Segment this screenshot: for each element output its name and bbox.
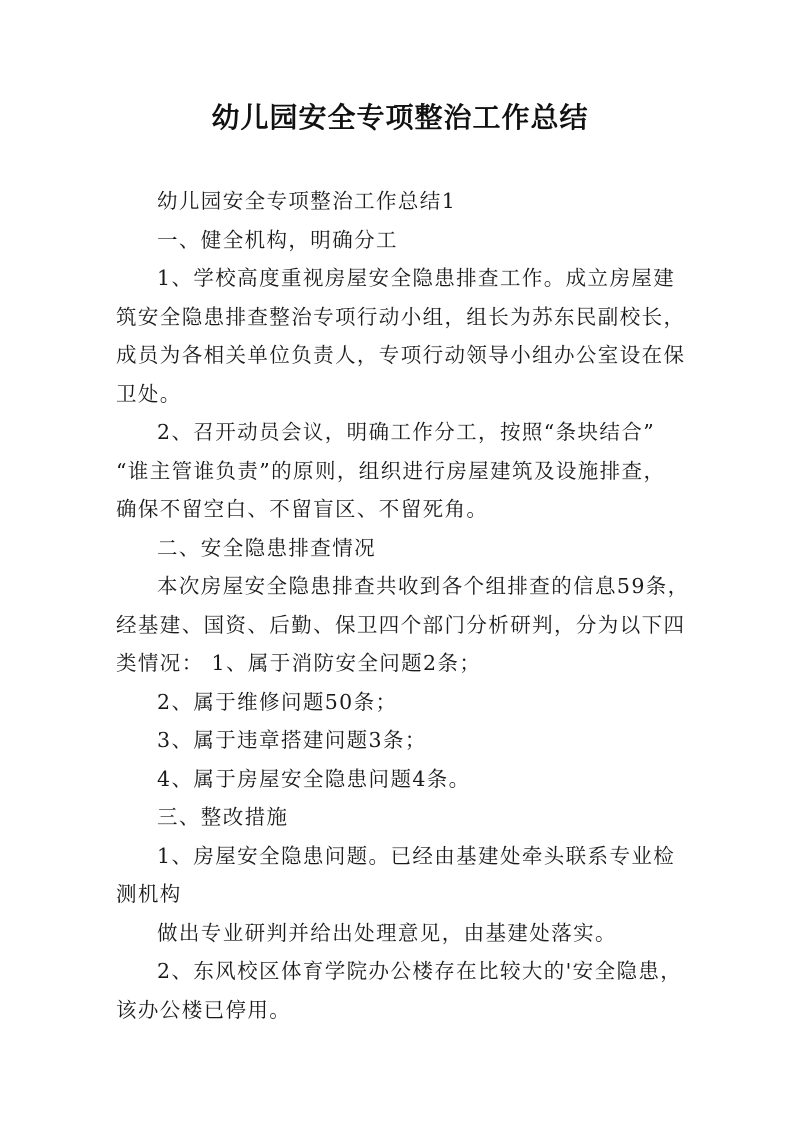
paragraph-line: “谁主管谁负责”的原则，组织进行房屋建筑及设施排查， [116, 458, 666, 483]
paragraph-section-heading [116, 798, 696, 837]
paragraph-list-item [116, 721, 696, 760]
paragraph-line: 1、学校高度重视房屋安全隐患排查工作。成立房屋建 [157, 266, 676, 290]
paragraph [116, 952, 696, 1029]
paragraph-line: 幼儿园安全专项整治工作总结1 [157, 189, 457, 213]
paragraph-line: 确保不留空白、不留盲区、不留死角。 [116, 497, 489, 521]
paragraph-line: 经基建、国资、后勤、保卫四个部门分析研判，分为以下四 [116, 612, 686, 637]
paragraph [116, 259, 696, 413]
paragraph-line: 4、属于房屋安全隐患问题4条。 [157, 766, 471, 791]
paragraph [116, 837, 696, 914]
paragraph-list-item [116, 683, 696, 722]
paragraph-line: 二、安全隐患排查情况 [157, 535, 376, 560]
paragraph-line: 做出专业研判并给出处理意见，由基建处落实。 [157, 920, 617, 945]
document-title: 幼儿园安全专项整治工作总结 [211, 101, 589, 134]
paragraph [116, 914, 696, 953]
paragraph [116, 413, 696, 529]
paragraph-line: 1、房屋安全隐患问题。已经由基建处牵头联系专业检 [157, 843, 676, 868]
document-body [116, 182, 696, 1029]
paragraph-line: 成员为各相关单位负责人，专项行动领导小组办公室设在保 [116, 343, 686, 367]
paragraph-subtitle [116, 182, 696, 221]
paragraph-line: 筑安全隐患排查整治专项行动小组，组长为苏东民副校长， [116, 304, 686, 329]
paragraph-section-heading [116, 221, 696, 260]
paragraph [116, 567, 696, 683]
paragraph-line: 3、属于违章搭建问题3条； [157, 728, 427, 752]
paragraph-line: 测机构 [116, 882, 182, 906]
paragraph-line: 类情况： 1、属于消防安全问题2条； [116, 651, 482, 675]
paragraph-line: 2、召开动员会议，明确工作分工，按照“条块结合” [157, 420, 656, 444]
paragraph-line: 该办公楼已停用。 [116, 997, 292, 1022]
paragraph-section-heading [116, 529, 696, 568]
paragraph-line: 一、健全机构，明确分工 [157, 227, 398, 252]
paragraph-line: 2、东风校区体育学院办公楼存在比较大的'安全隐患， [157, 959, 683, 983]
paragraph-line: 卫处。 [116, 381, 182, 406]
paragraph-list-item [116, 760, 696, 799]
paragraph-line: 本次房屋安全隐患排查共收到各个组排查的信息59条， [157, 574, 690, 598]
paragraph-line: 2、属于维修问题50条； [157, 689, 398, 714]
paragraph-line: 三、整改措施 [157, 805, 289, 829]
